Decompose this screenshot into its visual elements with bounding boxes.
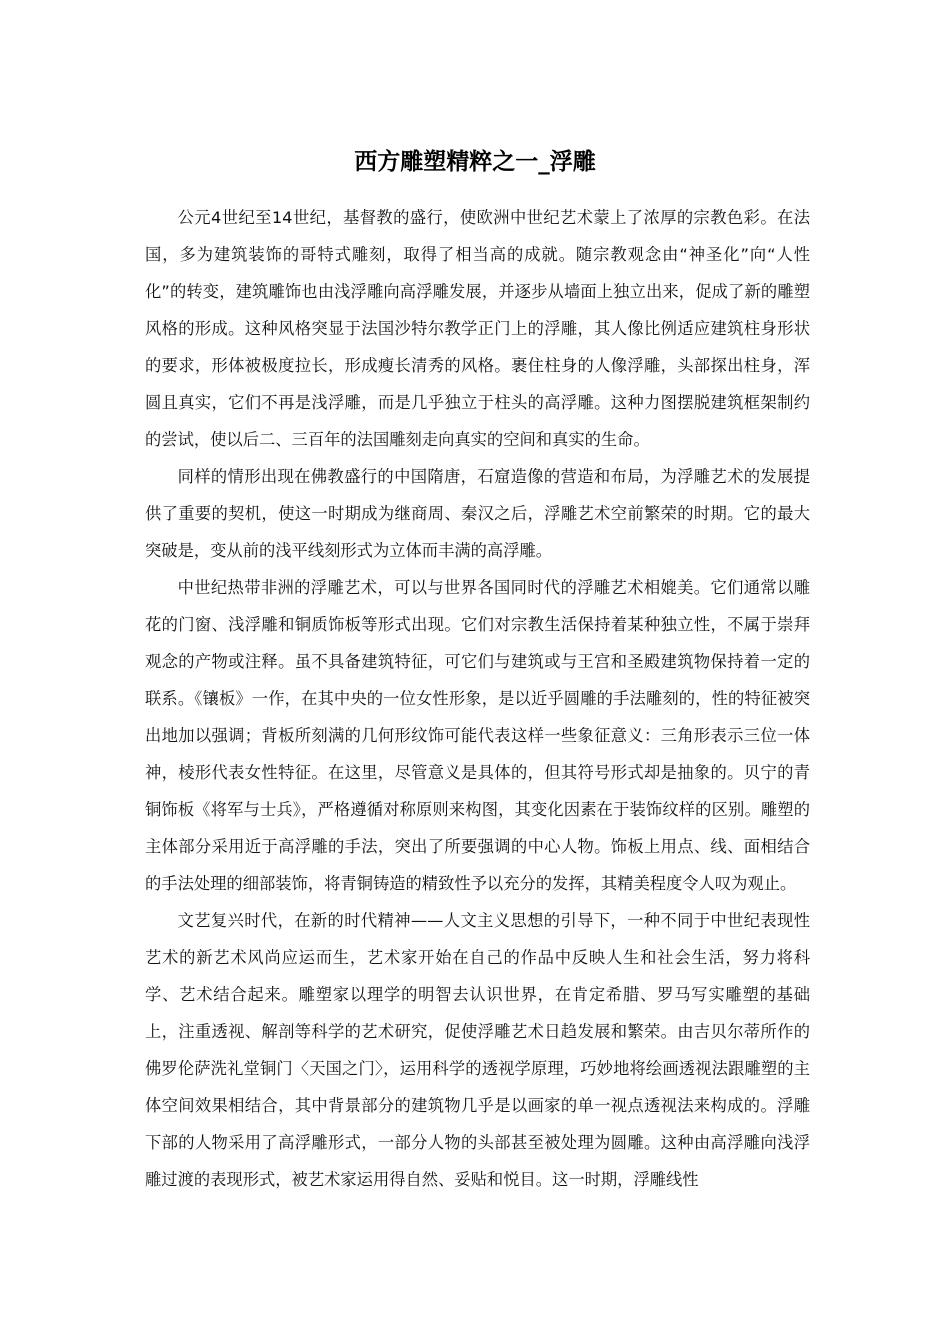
paragraph: 中世纪热带非洲的浮雕艺术，可以与世界各国同时代的浮雕艺术相媲美。它们通常以雕花的门窗、浅浮雕和铜质饰板等形式出现。它们对宗教生活保持着某种独立性，不属于崇拜观念的产物或注释。虽不具备建筑特征，可它们与建筑或与王宫和圣殿建筑物保持着一定的联系。《镶板》一作，在其中央的一位女性形象，是以近乎圆雕的手法雕刻的，性的特征被突出地加以强调；背板所刻满的几何形纹饰可能代表这样一些象征意义：三角形表示三位一体神，棱形代表女性特征。在这里，尽管意义是具体的，但其符号形式却是抽象的。贝宁的青铜饰板《将军与士兵》，严格遵循对称原则来构图，其变化因素在于装饰纹样的区别。雕塑的主体部分采用近于高浮雕的手法，突出了所要强调的中心人物。饰板上用点、线、面相结合的手法处理的细部装饰，将青铜铸造的精致性予以充分的发挥，其精美程度令人叹为观止。 — [145, 578, 810, 893]
paragraph: 公元4世纪至14世纪，基督教的盛行，使欧洲中世纪艺术蒙上了浓厚的宗教色彩。在法国，多为建筑装饰的哥特式雕刻，取得了相当高的成就。随宗教观念由“神圣化”向“人性化”的转变，建筑雕饰也由浅浮雕向高浮雕发展，并逐步从墙面上独立出来，促成了新的雕塑风格的形成。这种风格突显于法国沙特尔教学正门上的浮雕，其人像比例适应建筑柱身形状的要求，形体被极度拉长，形成瘦长清秀的风格。裹住柱身的人像浮雕，头部探出柱身，浑圆且真实，它们不再是浅浮雕，而是几乎独立于柱头的高浮雕。这种力图摆脱建筑框架制约的尝试，使以后二、三百年的法国雕刻走向真实的空间和真实的生命。 — [145, 208, 810, 449]
paragraph: 同样的情形出现在佛教盛行的中国隋唐，石窟造像的营造和布局，为浮雕艺术的发展提供了重要的契机，使这一时期成为继商周、秦汉之后，浮雕艺术空前繁荣的时期。它的最大突破是，变从前的浅平线刻形式为立体而丰满的高浮雕。 — [145, 467, 810, 560]
document-body — [145, 199, 810, 1198]
document-title: 西方雕塑精粹之一_浮雕 — [354, 149, 596, 175]
paragraph: 文艺复兴时代，在新的时代精神——人文主义思想的引导下，一种不同于中世纪表现性艺术的新艺术风尚应运而生，艺术家开始在自己的作品中反映人生和社会生活，努力将科学、艺术结合起来。雕塑家以理学的明智去认识世界，在肯定希腊、罗马写实雕塑的基础上，注重透视、解剖等科学的艺术研究，促使浮雕艺术日趋发展和繁荣。由吉贝尔蒂所作的佛罗伦萨洗礼堂铜门〈天国之门〉，运用科学的透视学原理，巧妙地将绘画透视法跟雕塑的主体空间效果相结合，其中背景部分的建筑物几乎是以画家的单一视点透视法来构成的。浮雕下部的人物采用了高浮雕形式，一部分人物的头部甚至被处理为圆雕。这种由高浮雕向浅浮雕过渡的表现形式，被艺术家运用得自然、妥贴和悦目。这一时期，浮雕线性 — [145, 911, 810, 1189]
